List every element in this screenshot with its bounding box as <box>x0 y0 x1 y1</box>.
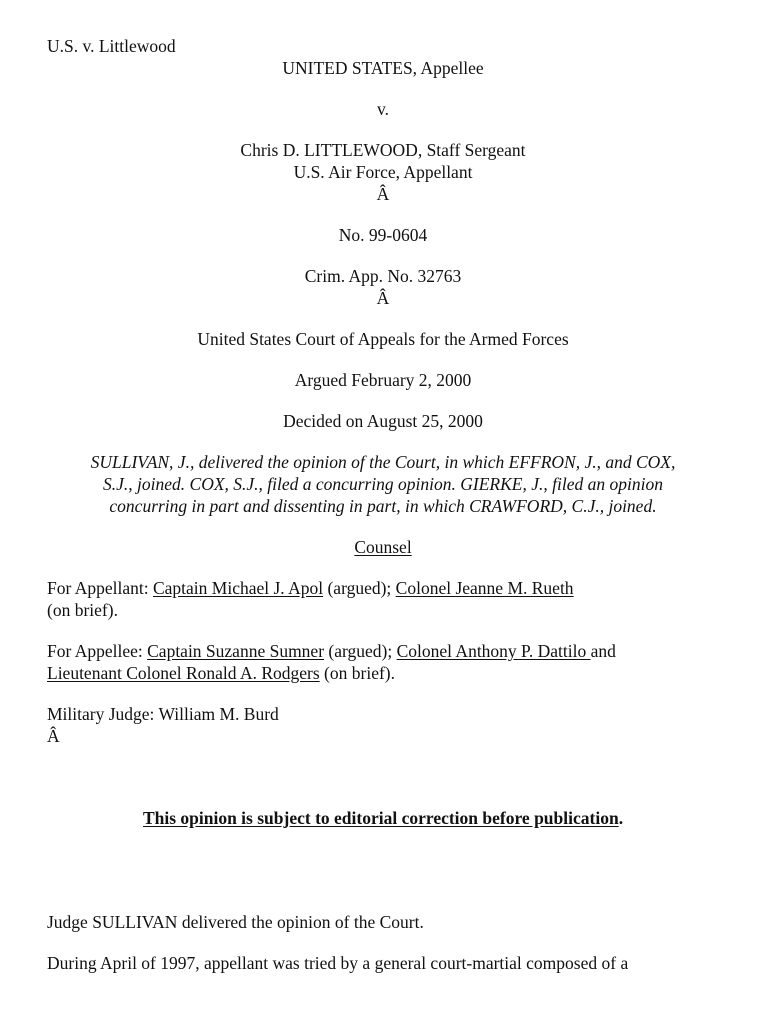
docket-number: No. 99-0604 <box>338 225 428 245</box>
court-name: United States Court of Appeals for the Armed Forces <box>197 329 569 349</box>
caption-appellant-service: U.S. Air Force, Appellant <box>293 162 473 182</box>
crim-app-number: Crim. App. No. 32763 <box>304 266 462 286</box>
counsel-link-sumner[interactable]: Captain Suzanne Sumner <box>147 641 325 661</box>
counsel-heading-link[interactable]: Counsel <box>354 537 412 557</box>
conjunction: and <box>590 641 616 661</box>
caption-versus: v. <box>377 99 389 119</box>
encoding-artifact: Â <box>376 184 390 204</box>
opinion-paragraph: During April of 1997, appellant was tried by a general court-martial composed of a <box>47 953 629 973</box>
counsel-link-dattilo[interactable]: Colonel Anthony P. Dattilo <box>396 641 591 661</box>
opinion-authorship-note <box>47 451 719 517</box>
counsel-role: (argued); <box>324 641 397 661</box>
argued-date: Argued February 2, 2000 <box>294 370 472 390</box>
appellant-counsel-label: For Appellant: <box>47 578 153 598</box>
document-page <box>47 35 719 974</box>
counsel-link-apol[interactable]: Captain Michael J. Apol <box>152 578 324 598</box>
military-judge: Military Judge: William M. Burd <box>47 704 279 724</box>
editorial-notice-period: . <box>618 808 624 828</box>
counsel-link-rueth[interactable]: Colonel Jeanne M. Rueth <box>395 578 574 598</box>
opinion-intro: Judge SULLIVAN delivered the opinion of the Court. <box>47 912 424 932</box>
running-head: U.S. v. Littlewood <box>47 36 176 56</box>
encoding-artifact: Â <box>47 726 60 746</box>
opinion-note-line: S.J., joined. COX, S.J., filed a concurring opinion. GIERKE, J., filed an opinion <box>103 474 663 494</box>
caption-appellee: UNITED STATES, Appellee <box>282 58 484 78</box>
opinion-note-line: SULLIVAN, J., delivered the opinion of the Court, in which EFFRON, J., and COX, <box>90 452 676 472</box>
encoding-artifact: Â <box>376 288 390 308</box>
counsel-role: (argued); <box>323 578 396 598</box>
appellee-counsel-label: For Appellee: <box>47 641 148 661</box>
editorial-notice <box>47 807 719 829</box>
counsel-role: (on brief). <box>319 663 395 683</box>
decided-date: Decided on August 25, 2000 <box>283 411 483 431</box>
counsel-role: (on brief). <box>47 600 118 620</box>
appellee-counsel <box>47 640 719 684</box>
editorial-notice-text: This opinion is subject to editorial correction before publication <box>142 808 619 828</box>
opinion-note-line: concurring in part and dissenting in part, in which CRAWFORD, C.J., joined. <box>109 496 657 516</box>
caption-appellant-name: Chris D. LITTLEWOOD, Staff Sergeant <box>240 140 526 160</box>
counsel-link-rodgers[interactable]: Lieutenant Colonel Ronald A. Rodgers <box>47 663 320 683</box>
appellant-counsel <box>47 577 719 621</box>
